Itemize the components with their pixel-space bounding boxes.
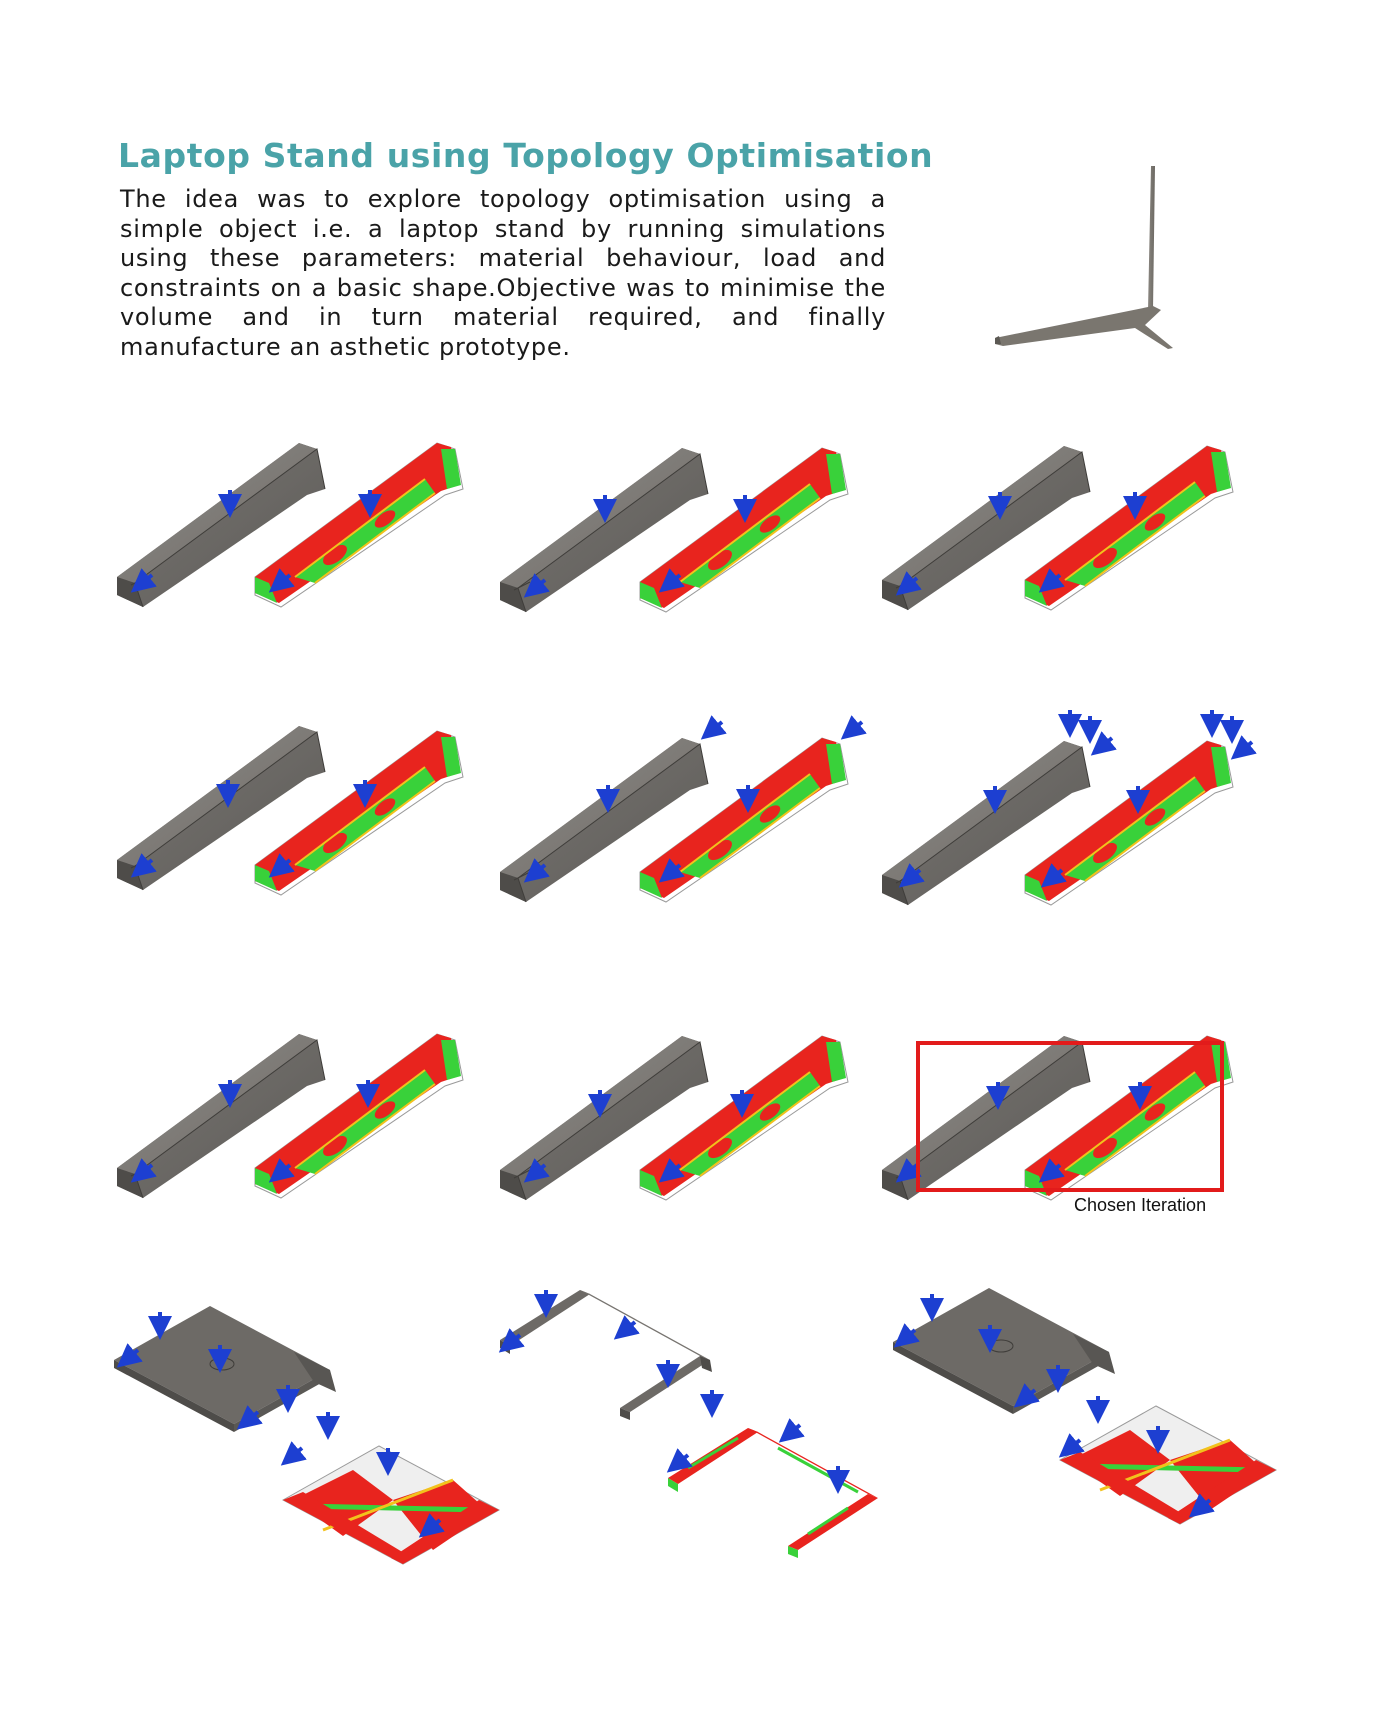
iteration-6 [882, 710, 1252, 905]
chosen-iteration-label: Chosen Iteration [1074, 1195, 1207, 1215]
iteration-12 [893, 1288, 1276, 1524]
page-title: Laptop Stand using Topology Optimisation [118, 136, 934, 175]
iteration-4 [117, 726, 463, 895]
iteration-3 [882, 446, 1233, 610]
iteration-1 [117, 443, 463, 607]
intro-paragraph: The idea was to explore topology optimisation using a simple object i.e. a laptop stand by running simulations using these parameters: material behaviour, load and constraints on a basic shape.Objective was to minimise the volume and in turn material required, and finally manufacture an asthetic prototype. [120, 185, 886, 361]
iteration-7 [117, 1034, 463, 1198]
iteration-8 [500, 1036, 848, 1200]
iteration-2 [500, 448, 848, 612]
iteration-9-chosen [882, 1036, 1233, 1200]
iteration-10 [114, 1306, 499, 1564]
iteration-11 [500, 1290, 878, 1558]
iteration-5 [500, 722, 862, 902]
